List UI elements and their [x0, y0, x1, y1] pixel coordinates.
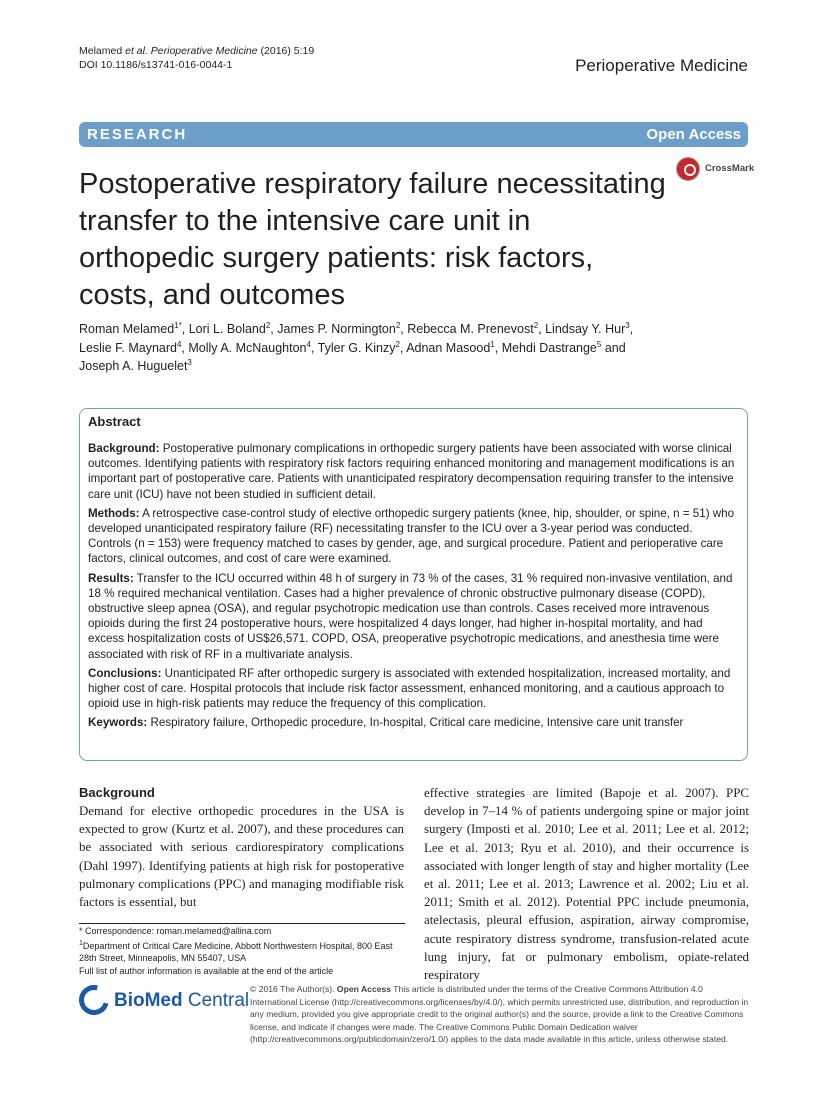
affiliation-text: Department of Critical Care Medicine, Abbott Northwestern Hospital, 800 East 28th Street, Minneapolis, MN 55407, USA [79, 940, 393, 963]
logo-text-bold: BioMed [114, 990, 183, 1011]
author-list: Roman Melamed$^{1*}$, Lori L. Boland$^2$, James P. Normington$^2$, Rebecca M. Prenevost$^2$, Lindsay Y. Hur$^3$, Leslie F. Maynard$^4$, Molly A. McNaughton$^4$, Tyler G. Kinzy$^2$, Adnan Masood$^1$, Mehdi Dastrange$^5$ and Joseph A. Huguelet$^3$ [79, 320, 634, 373]
crossmark-label: CrossMark [705, 163, 755, 174]
author-affiliation-sup: 1* [174, 320, 182, 330]
author-affiliation-sup: 3 [187, 357, 192, 367]
author-affiliation-sup: 2 [265, 320, 271, 330]
author-name: Adnan Masood [406, 340, 491, 355]
footnotes [79, 925, 405, 977]
article-type-banner [79, 122, 748, 147]
author-entry [79, 341, 181, 355]
affiliation-note [79, 938, 405, 965]
license-open-access: Open Access [336, 984, 392, 994]
author-name: Lori L. Boland [188, 322, 266, 336]
author-name: Roman Melamed [79, 322, 175, 336]
license-text: This article is distributed under the terms of the Creative Commons Attribution 4.0 International License (http://creativecommons.org/licenses/by/4.0/), which permits unrestricted use, distribution, and reproduction in any medium, provided you give appropriate credit to the original author(s) and the source, provide a link to the Creative Commons license, and indicate if changes were made. The Creative Commons Public Domain Dedication waiver (http://creativecommons.org/publicdomain/zero/1.0/) applies to the data made available in this article, unless otherwise stated. [250, 984, 749, 1045]
abstract-results [88, 571, 736, 662]
open-access-label: Open Access [646, 126, 741, 143]
author-entry [545, 322, 630, 336]
publisher-logo-text [114, 990, 249, 1012]
author-info-note: Full list of author information is available at the end of the article [79, 965, 334, 976]
citation-journal: Perioperative Medicine [147, 45, 258, 57]
license-prefix: © 2016 The Author(s). [250, 984, 337, 994]
abstract-background-label: Background: [88, 442, 160, 455]
author-affiliation-sup: 3 [625, 320, 630, 330]
abstract-results-label: Results: [88, 571, 134, 585]
author-entry [79, 322, 182, 336]
author-name: Mehdi Dastrange [501, 340, 597, 355]
abstract-keywords [88, 715, 736, 730]
abstract-methods [88, 506, 736, 567]
author-name: Molly A. McNaughton [188, 340, 307, 355]
footnote-divider [79, 923, 405, 924]
author-name: Lindsay Y. Hur [545, 322, 626, 336]
article-type-label: RESEARCH [87, 126, 188, 143]
author-affiliation-sup: 2 [395, 320, 401, 330]
author-entry [318, 341, 400, 355]
body-paragraph-1: Demand for elective orthopedic procedures in the USA is expected to grow (Kurtz et al. 2007), and these procedures can be associated with serious cardiorespiratory complications (Dahl 1997). Identifying patients at high risk for postoperative pulmonary complications (PPC) and managing modifiable risk factors is essential, but [79, 804, 404, 910]
abstract-conclusions [88, 666, 736, 712]
author-affiliation-sup: 5 [596, 339, 602, 349]
author-entry [502, 341, 602, 355]
abstract-methods-text: A retrospective case-control study of elective orthopedic surgery patients (knee, hip, shoulder, or spine, n = 51) who developed unanticipated respiratory failure (RF) necessitating transfer to the ICU over a 3-year period was conducted. Controls (n = 153) were frequency matched to cases by gender, age, and surgical procedure. Patient and perioperative care factors, clinical outcomes, and cost of care were examined. [88, 506, 735, 566]
logo-text-regular: Central [182, 990, 250, 1011]
correspondence-note: * Correspondence: roman.melamed@allina.com [79, 926, 272, 936]
citation-header [79, 44, 314, 72]
abstract-keywords-text: Respiratory failure, Orthopedic procedure, In-hospital, Critical care medicine, Intensive care unit transfer [147, 716, 684, 730]
author-entry [189, 322, 271, 336]
abstract-box [79, 408, 748, 761]
author-name: Tyler G. Kinzy [317, 340, 396, 355]
author-name: Joseph A. Huguelet [79, 359, 188, 373]
journal-name: Perioperative Medicine [575, 56, 748, 75]
abstract-methods-label: Methods: [88, 506, 140, 520]
author-entry [79, 359, 192, 373]
crossmark-badge[interactable] [676, 157, 756, 183]
article-title: Postoperative respiratory failure necessitating transfer to the intensive care unit in orthopedic surgery patients: risk factors, costs, and outcomes [79, 168, 666, 311]
abstract-background-text: Postoperative pulmonary complications in orthopedic surgery patients have been associated with worse clinical outcomes. Identifying patients with respiratory risk factors requiring enhanced monitoring and management modifications is an important part of postoperative care. Patients with unanticipated respiratory decompensation requiring transfer to the intensive care unit (ICU) have not been studied in sufficient detail. [88, 442, 735, 501]
author-entry [406, 341, 495, 355]
crossmark-icon [676, 157, 700, 181]
abstract-heading: Abstract [88, 414, 141, 429]
author-affiliation-sup: 4 [176, 339, 182, 349]
author-affiliation-sup: 2 [395, 339, 400, 349]
abstract-conclusions-text: Unanticipated RF after orthopedic surgery is associated with extended hospitalization, increased mortality, and higher cost of care. Hospital protocols that include risk factor assessment, enhanced monitoring, and a cautious approach to opioid use in high-risk patients may reduce the frequency of this complication. [88, 666, 731, 711]
author-affiliation-sup: 2 [533, 320, 539, 330]
biomed-central-logo-icon [74, 980, 115, 1021]
publisher-logo[interactable] [79, 984, 249, 1020]
license-statement [250, 983, 750, 1046]
affiliation-sup: 1 [79, 939, 83, 947]
author-name: Leslie F. Maynard [79, 340, 177, 355]
citation-etal: et al. [125, 45, 148, 57]
author-affiliation-sup: 1 [490, 339, 495, 349]
body-paragraph-2: effective strategies are limited (Bapoje et al. 2007). PPC develop in 7–14 % of patients undergoing spine or major joint surgery (Imposti et al. 2010; Lee et al. 2011; Lee et al. 2012; Lee et al. 2013; Ryu et al. 2010), and their occurrence is associated with longer length of stay and higher mortality (Lee et al. 2011; Lee et al. 2013; Lawrence et al. 2002; Liu et al. 2011; Smith et al. 2012). Potential PPC include pneumonia, atelectasis, pleural effusion, aspiration, airway compromise, acute respiratory distress syndrome, transfusion-related acute lung injury, fat or pulmonary embolism, opiate-related respiratory [424, 786, 749, 983]
citation-volume: (2016) 5:19 [257, 45, 315, 57]
abstract-body [88, 441, 736, 735]
body-column-left [79, 784, 404, 911]
citation-authors: Melamed [79, 45, 126, 57]
abstract-keywords-label: Keywords: [88, 716, 148, 730]
author-entry [188, 341, 311, 355]
abstract-background [88, 441, 736, 502]
author-affiliation-sup: 4 [306, 339, 311, 349]
author-name: Rebecca M. Prenevost [407, 322, 534, 336]
author-entry [277, 322, 400, 336]
section-heading-background: Background [79, 785, 155, 800]
author-entry [407, 322, 538, 336]
author-name: James P. Normington [277, 322, 396, 336]
abstract-conclusions-label: Conclusions: [88, 666, 162, 680]
abstract-results-text: Transfer to the ICU occurred within 48 h of surgery in 73 % of the cases, 31 % required non-invasive ventilation, and 18 % required mechanical ventilation. Cases had a higher prevalence of chronic obstructive pulmonary disease (COPD), obstructive sleep apnea (OSA), and regular psychotropic medication use than controls. Cases received more intravenous opioids during the first 24 postoperative hours, were hospitalized 4 days longer, had higher in-hospital mortality, and had excess hospitalization costs of US$26,571. COPD, OSA, preoperative psychotropic medications, and anesthesia time were associated with risk of RF in a multivariate analysis. [88, 571, 733, 661]
citation-doi: DOI 10.1186/s13741-016-0044-1 [79, 59, 233, 71]
body-column-right [424, 784, 749, 984]
